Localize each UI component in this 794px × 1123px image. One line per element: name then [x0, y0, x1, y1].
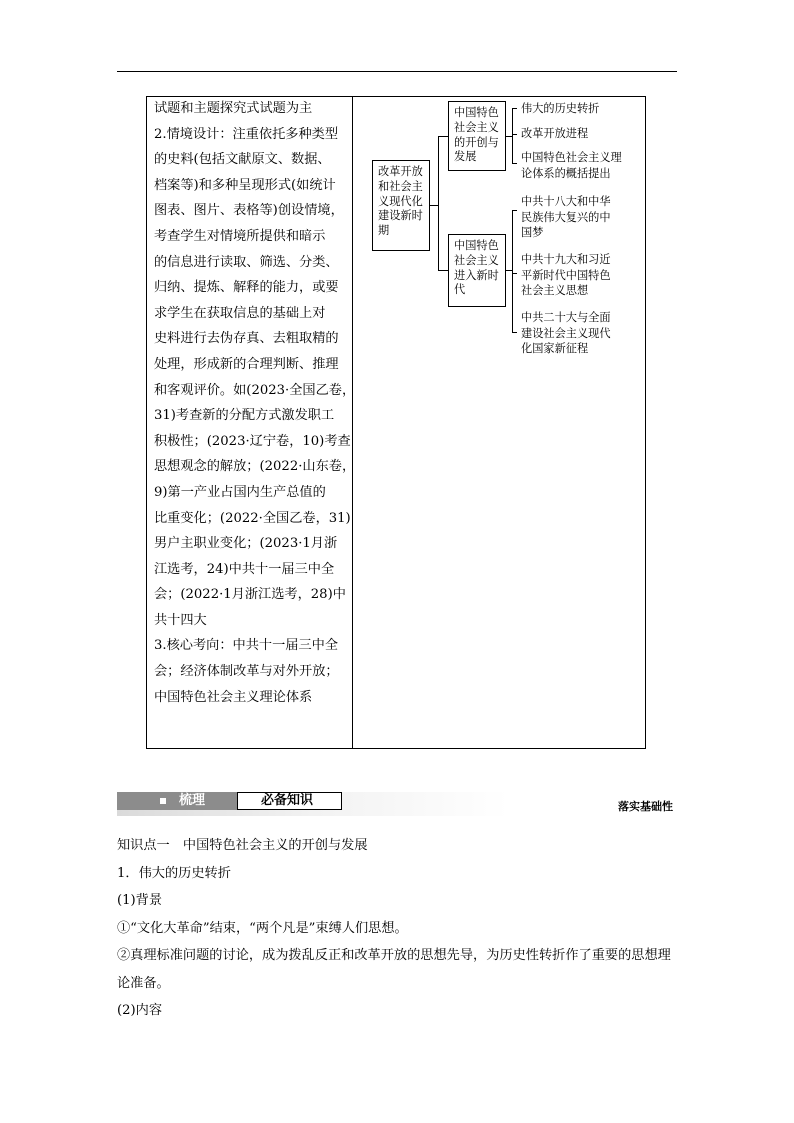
leaf-line: 民族伟大复兴的中: [521, 210, 611, 224]
text-line: 会；经济体制改革与对外开放；: [154, 664, 339, 680]
leaf-line: 国梦: [521, 226, 544, 239]
text-line: 试题和主题探究式试题为主: [154, 101, 313, 116]
header-rule: [117, 71, 677, 72]
text-line: 31)考查新的分配方式激发职工: [154, 408, 335, 424]
leaf-line: 伟大的历史转折: [521, 102, 600, 115]
knowledge-heading: 知识点一 中国特色社会主义的开创与发展: [117, 838, 368, 853]
diagram-root-line: 期: [378, 224, 390, 238]
text-line: 9)第一产业占国内生产总值的: [154, 484, 326, 500]
text-line: 和客观评价。如(2023·全国乙卷，: [154, 382, 356, 398]
leaf-line: 论体系的概括提出: [521, 166, 611, 180]
connector-line: [512, 210, 513, 333]
diagram-leaf: [521, 194, 611, 241]
text-line: 求学生在获取信息的基础上对: [154, 305, 326, 321]
branch-label-line: 社会主义: [454, 253, 499, 267]
connector-line: [512, 108, 517, 109]
leaf-line: 化国家新征程: [521, 342, 589, 355]
leaf-line: 建设社会主义现代: [521, 326, 611, 340]
section-banner: [117, 792, 677, 816]
banner-right-label: 落实基础性: [618, 800, 673, 813]
diagram-leaf: [521, 126, 588, 142]
diagram-root-line: 义现代化: [378, 194, 423, 208]
text-line: 思想观念的解放；(2022·山东卷，: [154, 459, 356, 475]
diagram-leaf: [521, 150, 622, 181]
text-line: 共十四大: [154, 612, 207, 628]
text-line: 比重变化；(2022·全国乙卷，31): [154, 510, 351, 526]
text-line: 积极性；(2023·辽宁卷，10)考查: [154, 433, 351, 449]
leaf-line: 中国特色社会主义理: [521, 151, 622, 164]
diagram-branch-box-1: [448, 101, 506, 171]
leaf-line: 平新时代中国特色: [521, 268, 611, 282]
diagram-leaf: [521, 310, 611, 357]
connector-line: [512, 273, 517, 274]
leaf-line: 中共二十大与全面: [521, 311, 611, 324]
diagram-root-line: 改革开放: [378, 165, 423, 178]
diagram-root-box: [372, 160, 430, 251]
connector-line: [512, 332, 517, 333]
text-line: 会；(2022·1月浙江选考，28)中: [154, 587, 346, 603]
branch-label-line: 中国特色: [454, 106, 499, 119]
connector-line: [438, 270, 448, 271]
connector-line: [512, 163, 517, 164]
text-line: 男户主职业变化；(2023·1月浙: [154, 536, 338, 552]
section-heading: 1．伟大的历史转折: [117, 865, 231, 881]
text-line: 的信息进行读取、筛选、分类、: [154, 254, 339, 270]
text-line: 处理，形成新的合理判断、推理: [154, 356, 339, 372]
table-column-divider: [352, 96, 353, 749]
branch-label-line: 发展: [454, 150, 477, 164]
connector-line: [512, 134, 517, 135]
diagram-root-line: 和社会主: [378, 179, 423, 193]
text-line: 档案等)和多种呈现形式(如统计: [154, 177, 336, 193]
connector-line: [512, 210, 517, 211]
text-line: 图表、图片、表格等)创设情境，: [154, 203, 344, 219]
connector-line: [438, 136, 448, 137]
branch-label-line: 的开创与: [454, 135, 499, 149]
text-line: 归纳、提炼、解释的能力，或要: [154, 280, 339, 296]
exam-requirements-text: [154, 96, 356, 710]
text-line: 中国特色社会主义理论体系: [154, 689, 313, 705]
text-line: 2.情境设计：注重依托多种类型: [154, 126, 339, 142]
sub-heading: (1)背景: [117, 893, 163, 908]
connector-line: [512, 108, 513, 164]
branch-label-line: 社会主义: [454, 120, 499, 134]
text-line: 考查学生对情境所提供和暗示: [154, 228, 326, 244]
leaf-line: 中共十九大和习近: [521, 253, 611, 266]
banner-title: 梳理: [179, 793, 206, 808]
leaf-line: 社会主义思想: [521, 284, 589, 297]
connector-line: [438, 136, 439, 271]
diagram-leaf: [521, 252, 611, 299]
banner-subtitle: 必备知识: [261, 793, 314, 808]
text-line: 江选考，24)中共十一届三中全: [154, 561, 335, 577]
leaf-line: 改革开放进程: [521, 127, 589, 140]
diagram-branch-box-2: [448, 234, 506, 307]
paragraph: ①“文化大革命”结束，“两个凡是”束缚人们思想。: [117, 920, 408, 936]
knowledge-body: [117, 832, 679, 1025]
sub-heading: (2)内容: [117, 1003, 163, 1018]
branch-label-line: 中国特色: [454, 239, 499, 252]
text-line: 的史料(包括文献原文、数据、: [154, 152, 331, 168]
paragraph: ②真理标准问题的讨论，成为拨乱反正和改革开放的思想先导，为历史性转折作了重要的思想理论准备。: [117, 948, 671, 991]
leaf-line: 中共十八大和中华: [521, 195, 611, 208]
diagram-root-line: 建设新时: [378, 209, 423, 223]
branch-label-line: 代: [454, 283, 466, 297]
text-line: 3.核心考向：中共十一届三中全: [154, 638, 339, 654]
banner-title-block: [117, 792, 237, 810]
text-line: 史料进行去伪存真、去粗取精的: [154, 331, 339, 347]
square-bullet-icon: [160, 798, 166, 804]
diagram-leaf: [521, 101, 599, 117]
branch-label-line: 进入新时: [454, 268, 499, 282]
